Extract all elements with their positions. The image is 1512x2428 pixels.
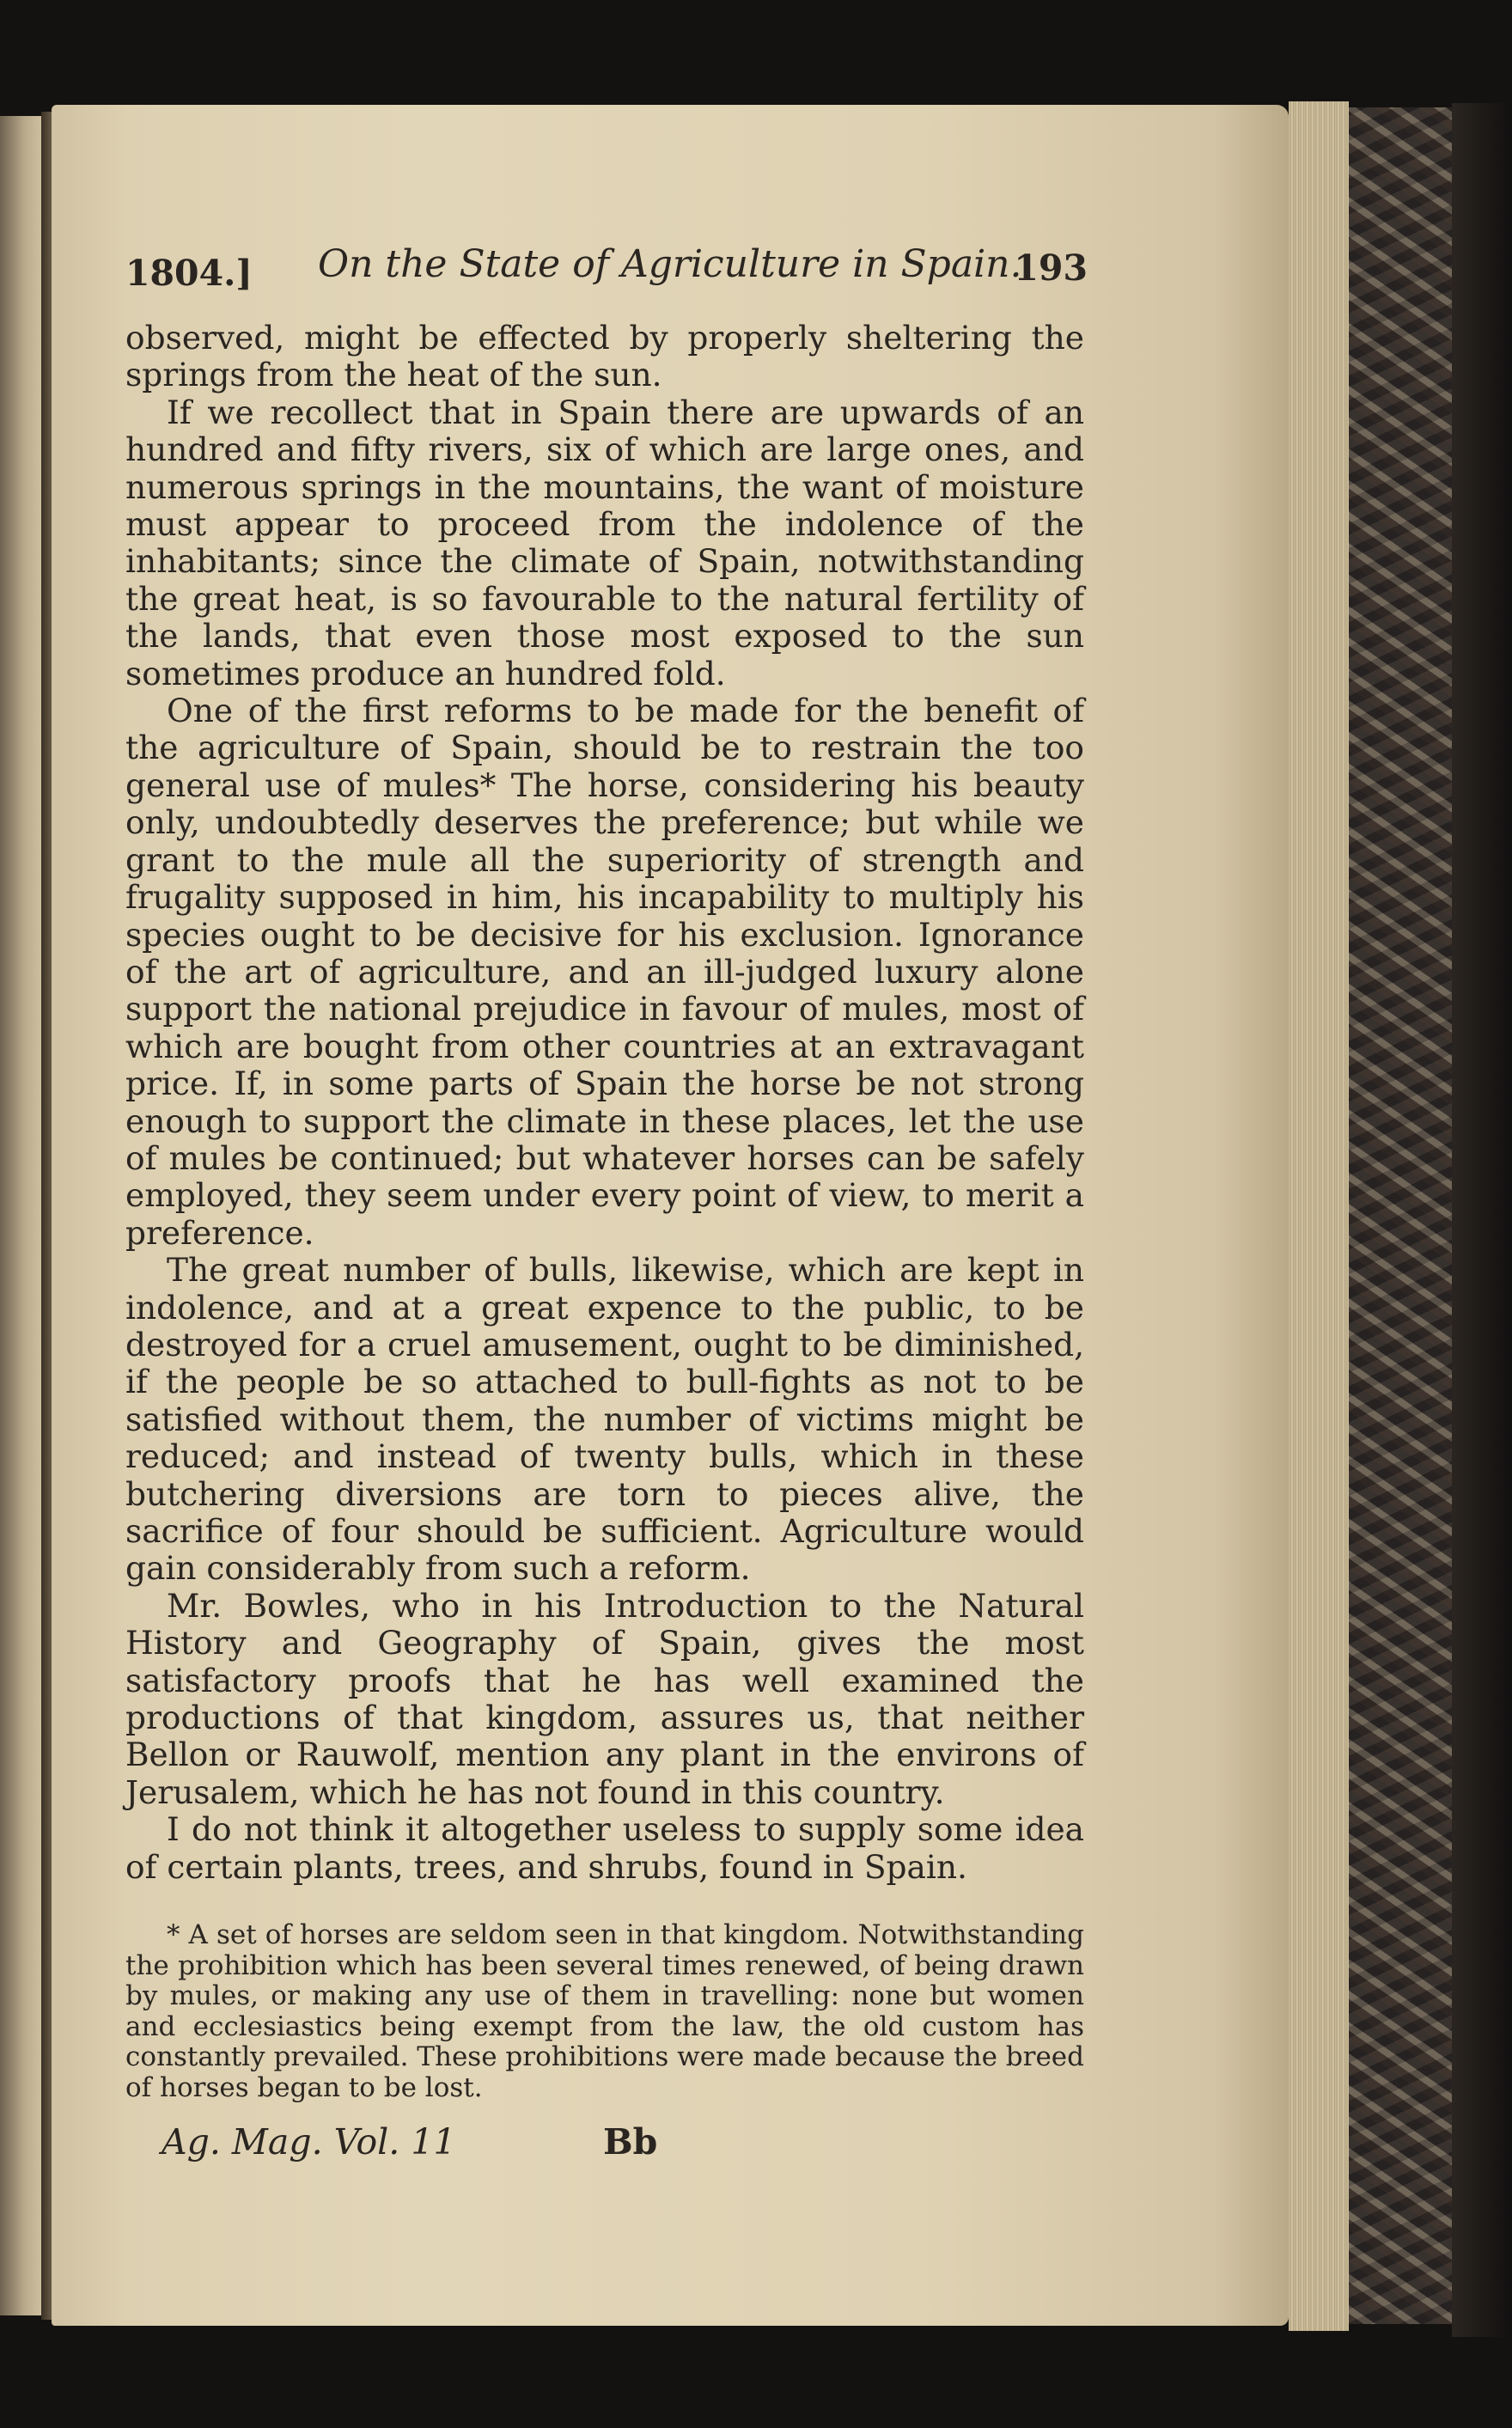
footnote: * A set of horses are seldom seen in that kingdom. Notwithstanding the prohibition which has been several times renewed, of being drawn by mules, or making any use of them in travelling: none but women and ecclesiastics being exempt from the law, the old custom has constantly prevailed. These prohibitions were made because the breed of horses began to be lost. [125, 1919, 1084, 2104]
paragraph-bulls: The great number of bulls, likewise, which are kept in indolence, and at a great expence to the public, to be destroyed for a cruel amusement, ought to be diminished, if the people be so attached to bull-fights as not to be satisfied without them, the number of victims might be reduced; and instead of twenty bulls, which in these butchering diversions are torn to pieces alive, the sacrifice of four should be sufficient. Agriculture would gain considerably from such a reform. [125, 1251, 1084, 1588]
paragraph-mules: One of the first reforms to be made for the benefit of the agriculture of Spain, should be to restrain the too general use of mules* The horse, considering his beauty only, undoubtedly deserves the preference; but while we grant to the mule all the superiority of strength and frugality supposed in him, his incapability to multiply his species ought to be decisive for his exclusion. Ignorance of the art of agriculture, and an ill-judged luxury alone support the national prejudice in favour of mules, most of which are bought from other countries at an extravagant price. If, in some parts of Spain the horse be not strong enough to support the climate in these places, let the use of mules be continued; but whatever horses can be safely employed, they seem under every point of view, to merit a preference. [125, 692, 1084, 1252]
page-stack-edges [1289, 101, 1349, 2331]
running-header [125, 242, 1088, 299]
page-number: 193 [1014, 247, 1088, 289]
marbled-endpaper [1349, 107, 1452, 2324]
signature-line [125, 2118, 1084, 2169]
header-title: On the State of Agriculture in Spain. [318, 242, 1022, 286]
paragraph-plants: I do not think it altogether useless to supply some idea of certain plants, trees, and shrubs, found in Spain. [125, 1810, 1084, 1886]
header-year: 1804.] [125, 253, 253, 294]
left-page-edge [0, 116, 41, 2315]
paragraph-rivers: If we recollect that in Spain there are upwards of an hundred and fifty rivers, six of which are large ones, and numerous springs in the mountains, the want of moisture must appear to proceed from the indolence of the inhabitants; since the climate of Spain, notwithstanding the great heat, is so favourable to the natural fertility of the lands, that even those most exposed to the sun sometimes produce an hundred fold. [125, 393, 1084, 692]
paragraph-bowles: Mr. Bowles, who in his Introduction to the Natural History and Geography of Spain, gives the most satisfactory proofs that he has well examined the productions of that kingdom, assures us, that neither Bellon or Rauwolf, mention any plant in the environs of Jerusalem, which he has not found in this country. [125, 1586, 1084, 1811]
page-text-block [125, 242, 1088, 2169]
cover-shadow [1452, 103, 1512, 2337]
signature-mark: Bb [603, 2120, 658, 2163]
paragraph-continuation: observed, might be effected by properly sheltering the springs from the heat of the sun. [125, 319, 1084, 394]
signature-volume: Ag. Mag. Vol. 11 [162, 2120, 456, 2163]
body-text [125, 320, 1084, 1886]
